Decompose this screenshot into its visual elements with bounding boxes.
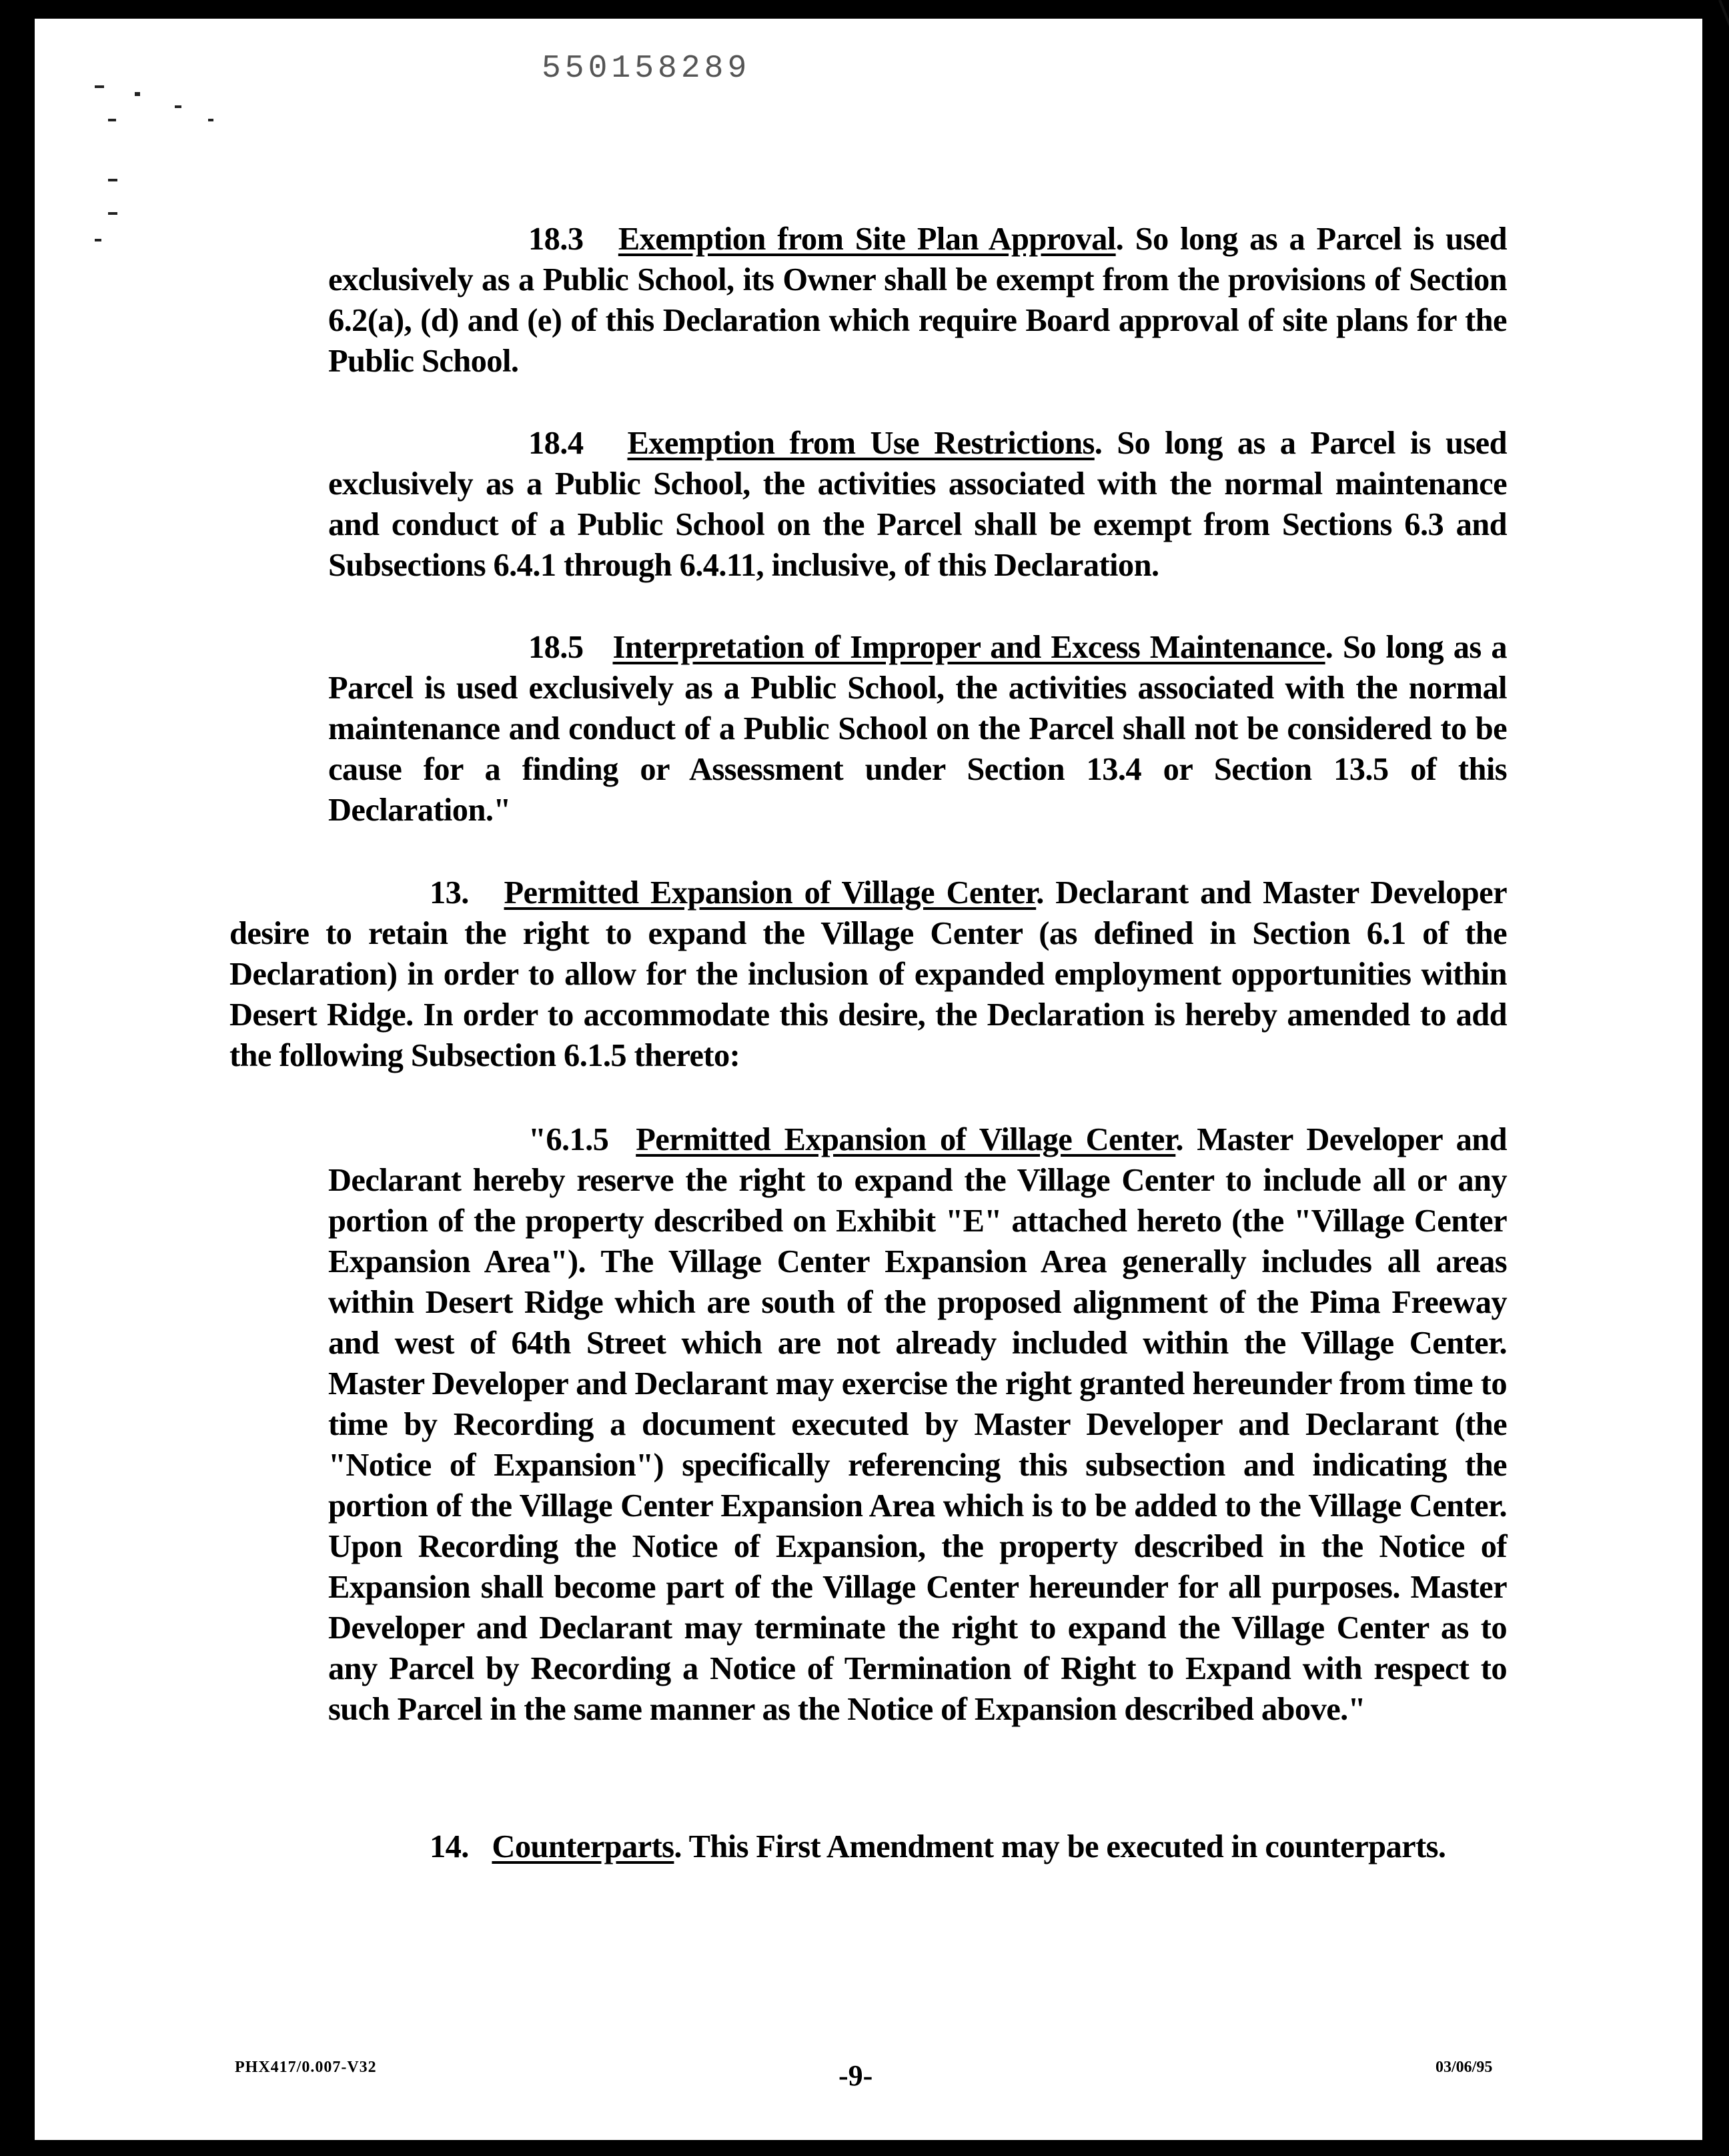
scan-speck xyxy=(208,119,213,121)
section-18-4: 18.4 Exemption from Use Restrictions. So long as a Parcel is used exclusively as a Public School, the activities associated with the normal maintenance and conduct of a Public School on the Parcel shall be exempt from Sections 6.3 and Subsections 6.4.1 through 6.4.11, inclusive, of this Declaration. xyxy=(328,423,1507,586)
scan-speck xyxy=(135,92,140,96)
footer-date: 03/06/95 xyxy=(1435,2059,1493,2076)
section-body: Master Developer and Declarant hereby reserve the right to expand the Village Center to include all or any portion of the property described on Exhibit "E" attached hereto (the "Village Center Expansion Area"). The Village Center Expansion Area generally includes all areas within Desert Ridge which are south of the proposed alignment of the Pima Freeway and west of 64th Street which are not already included within the Village Center. Master Developer and Declarant may exercise the right granted hereunder from time to time by Recording a document executed by Master Developer and Declarant (the "Notice of Expansion") specifically referencing this subsection and indicating the portion of the Village Center Expansion Area which is to be added to the Village Center. Upon Recording the Notice of Expansion, the property described in the Notice of Expansion shall become part of the Village Center hereunder for all purposes. Master Developer and Declarant may terminate the right to expand the Village Center as to any Parcel by Recording a Notice of Termination of Right to Expand with respect to such Parcel in the same manner as the Notice of Expansion described above." xyxy=(328,1122,1507,1727)
footer-page-number: -9- xyxy=(838,2059,873,2092)
section-number: 18.5 xyxy=(528,630,584,665)
section-number: 13. xyxy=(430,875,469,911)
section-18-5: 18.5 Interpretation of Improper and Excess Maintenance. So long as a Parcel is used exclusively as a Public School, the activities associated with the normal maintenance and conduct of a Public School on the Parcel shall not be considered to be cause for a finding or Assessment under Section 13.4 or Section 13.5 of this Declaration." xyxy=(328,627,1507,831)
section-18-3: 18.3 Exemption from Site Plan Approval. So long as a Parcel is used exclusively as a Public School, its Owner shall be exempt from the provisions of Section 6.2(a), (d) and (e) of this Declaration which require Board approval of site plans for the Public School. xyxy=(328,219,1507,382)
section-heading: Permitted Expansion of Village Center xyxy=(504,875,1037,911)
section-heading: Permitted Expansion of Village Center xyxy=(636,1122,1176,1157)
scan-speck xyxy=(108,119,116,121)
section-heading: Exemption from Use Restrictions xyxy=(627,426,1095,461)
scan-speck xyxy=(108,179,117,181)
scan-speck xyxy=(95,239,101,241)
section-body: So long as a Parcel is used exclusively as a Public School, its Owner shall be exempt from the provisions of Section 6.2(a), (d) and (e) of this Declaration which require Board approval of site plans for the Public School. xyxy=(328,221,1507,379)
scan-speck xyxy=(95,85,104,88)
section-6-1-5: "6.1.5 Permitted Expansion of Village Center. Master Developer and Declarant hereby reserve the right to expand the Village Center to include all or any portion of the property described on Exhibit "E" attached hereto (the "Village Center Expansion Area"). The Village Center Expansion Area generally includes all areas within Desert Ridge which are south of the proposed alignment of the Pima Freeway and west of 64th Street which are not already included within the Village Center. Master Developer and Declarant may exercise the right granted hereunder from time to time by Recording a document executed by Master Developer and Declarant (the "Notice of Expansion") specifically referencing this subsection and indicating the portion of the Village Center Expansion Area which is to be added to the Village Center. Upon Recording the Notice of Expansion, the property described in the Notice of Expansion shall become part of the Village Center hereunder for all purposes. Master Developer and Declarant may terminate the right to expand the Village Center as to any Parcel by Recording a Notice of Termination of Right to Expand with respect to such Parcel in the same manner as the Notice of Expansion described above." xyxy=(328,1119,1507,1730)
section-14: 14. Counterparts. This First Amendment may be executed in counterparts. xyxy=(229,1826,1507,1867)
scan-speck xyxy=(108,212,117,215)
section-heading: Interpretation of Improper and Excess Maintenance xyxy=(612,630,1325,665)
section-number: 18.4 xyxy=(528,426,584,461)
section-13: 13. Permitted Expansion of Village Center. Declarant and Master Developer desire to retain the right to expand the Village Center (as defined in Section 6.1 of the Declaration) in order to allow for the inclusion of expanded employment opportunities within Desert Ridge. In order to accommodate this desire, the Declaration is hereby amended to add the following Subsection 6.1.5 thereto: xyxy=(229,873,1507,1076)
scan-speck xyxy=(175,105,181,108)
section-number: 18.3 xyxy=(528,221,584,257)
document-page xyxy=(35,19,1702,2140)
section-number: 14. xyxy=(430,1829,469,1864)
section-body: So long as a Parcel is used exclusively as a Public School, the activities associated with the normal maintenance and conduct of a Public School on the Parcel shall not be considered to be cause for a finding or Assessment under Section 13.4 or Section 13.5 of this Declaration." xyxy=(328,630,1507,828)
section-number: "6.1.5 xyxy=(528,1122,609,1157)
section-body: So long as a Parcel is used exclusively as a Public School, the activities associated with the normal maintenance and conduct of a Public School on the Parcel shall be exempt from Sections 6.3 and Subsections 6.4.1 through 6.4.11, inclusive, of this Declaration. xyxy=(328,426,1507,583)
section-body: This First Amendment may be executed in counterparts. xyxy=(688,1829,1446,1864)
section-body: Declarant and Master Developer desire to retain the right to expand the Village Center (as defined in Section 6.1 of the Declaration) in order to allow for the inclusion of expanded employment opportunities within Desert Ridge. In order to accommodate this desire, the Declaration is hereby amended to add the following Subsection 6.1.5 thereto: xyxy=(229,875,1507,1073)
section-heading: Counterparts xyxy=(492,1829,674,1864)
section-heading: Exemption from Site Plan Approval xyxy=(618,221,1116,257)
footer-document-id: PHX417/0.007-V32 xyxy=(235,2059,377,2076)
scan-edge-line xyxy=(1718,0,1729,205)
document-stamp-number: 550158289 xyxy=(542,51,751,87)
